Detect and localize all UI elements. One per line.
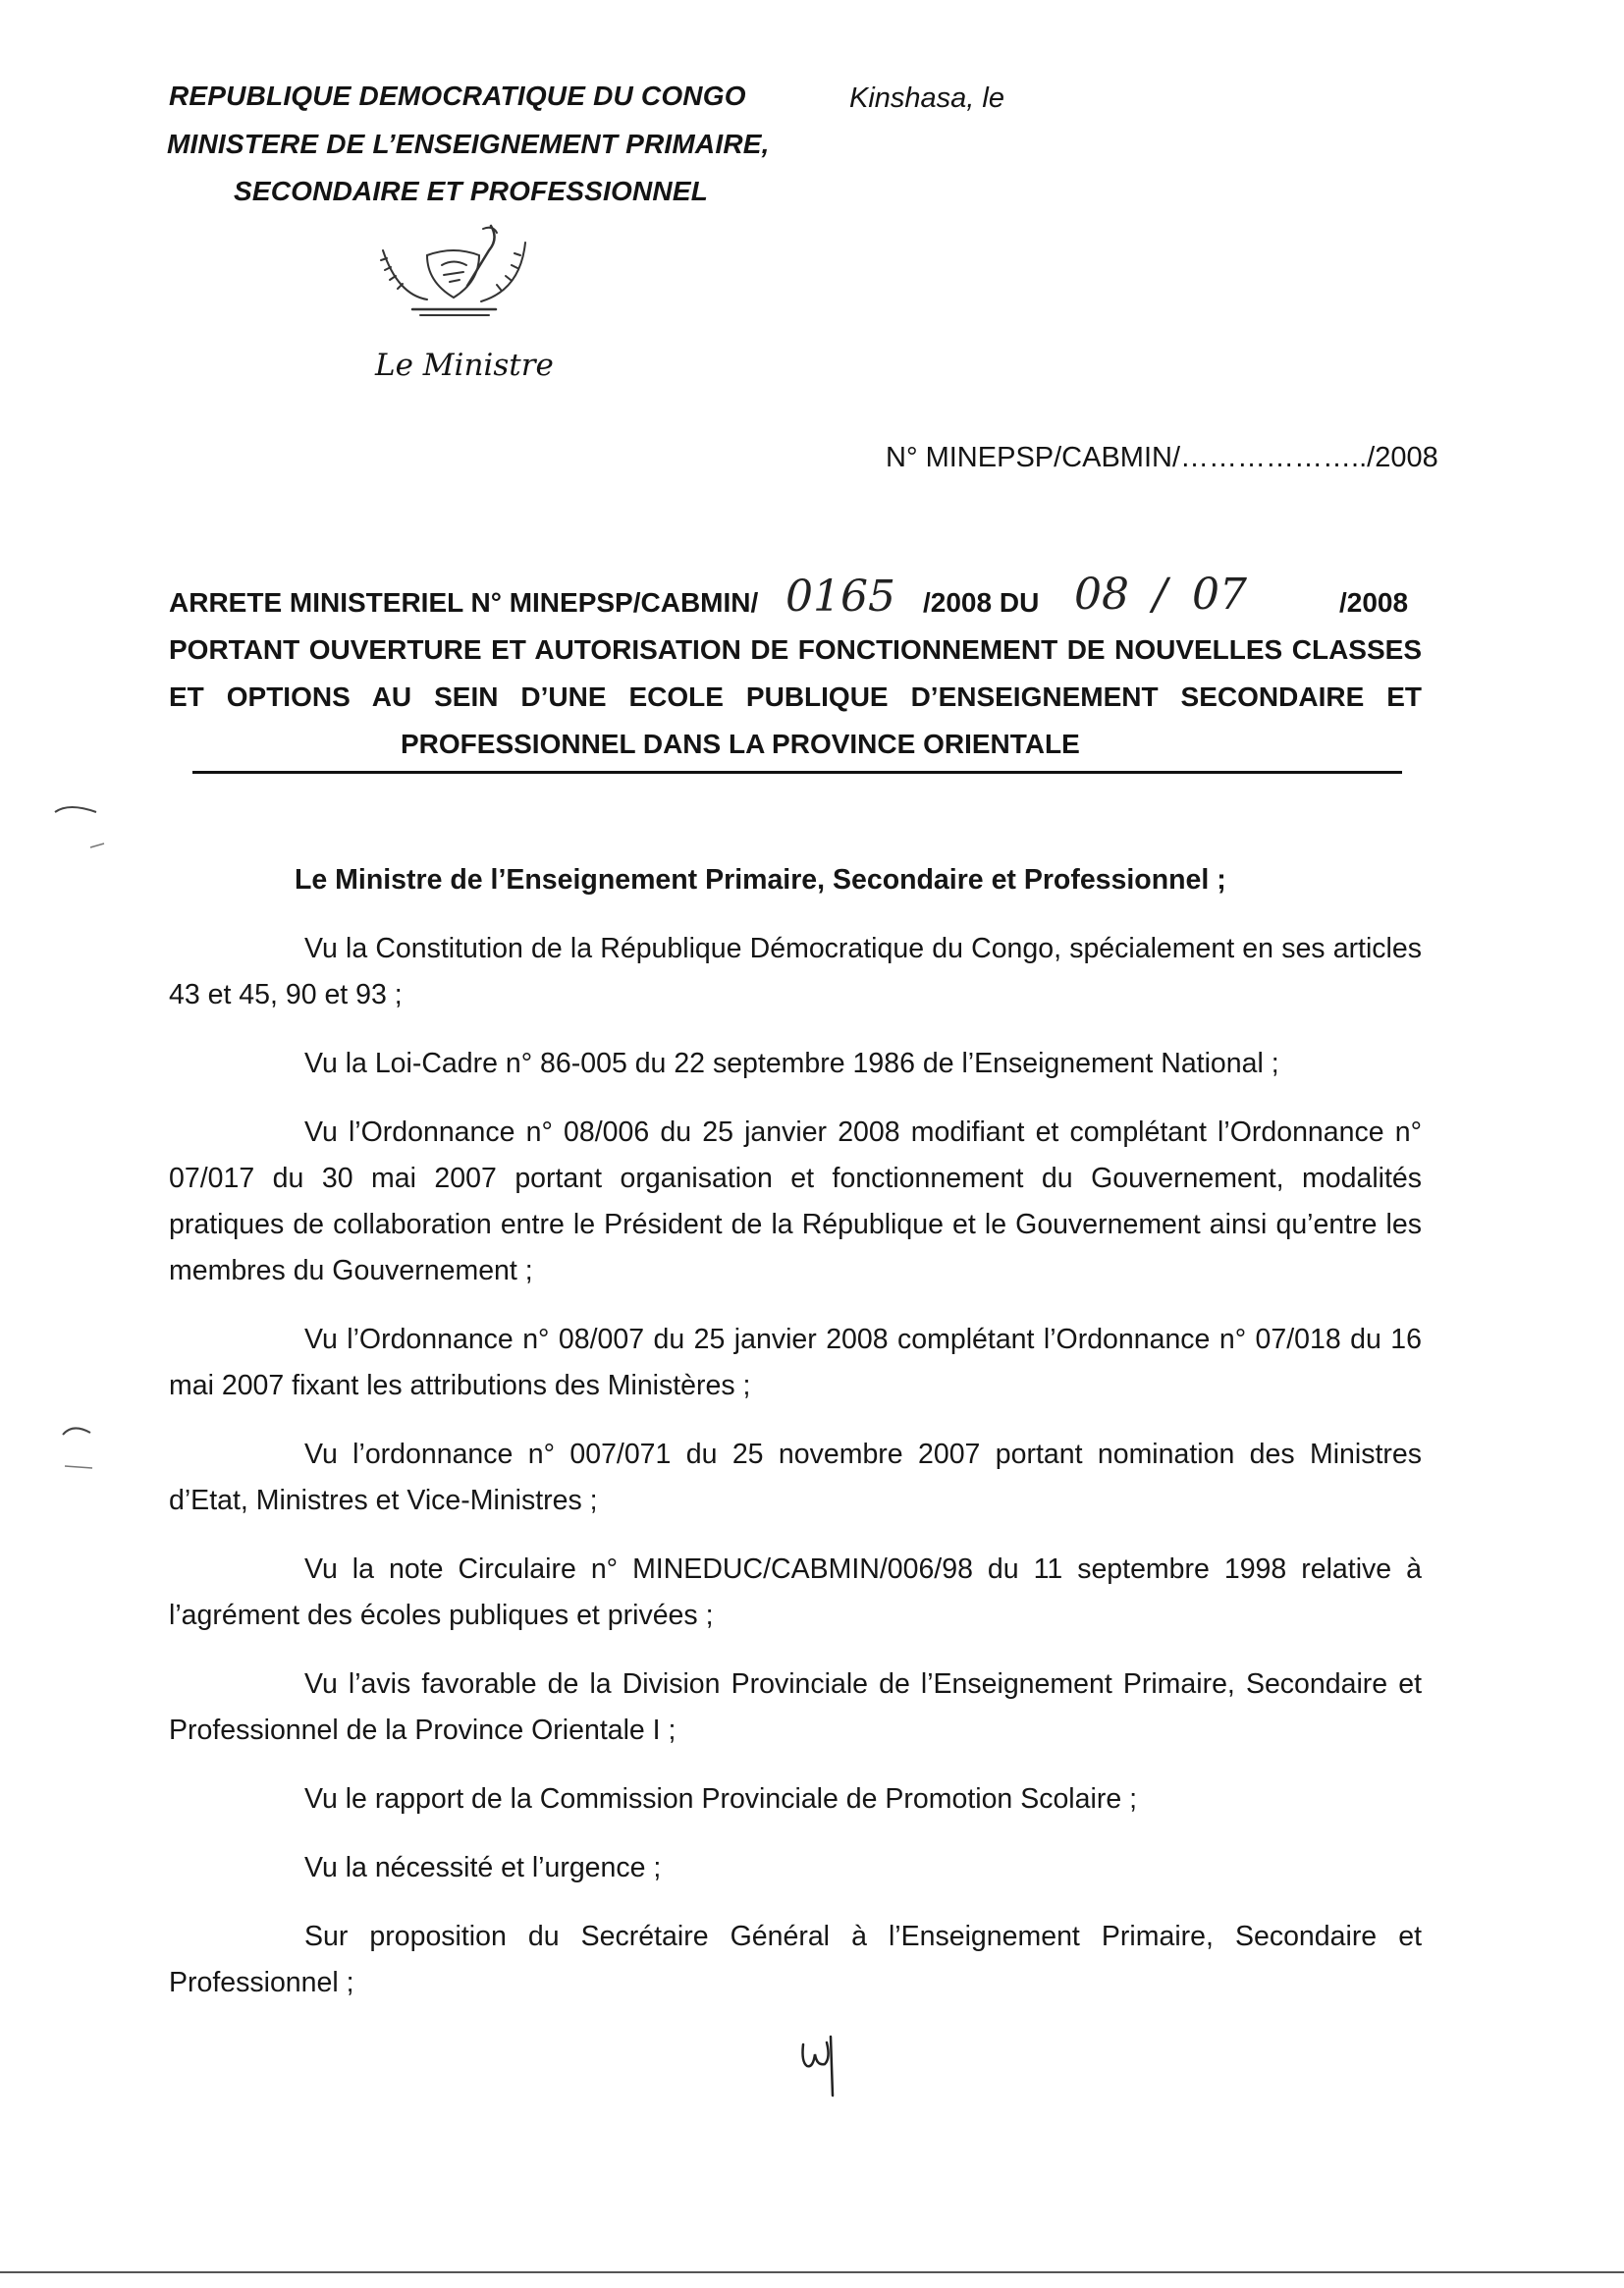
place-date: Kinshasa, le bbox=[849, 82, 1004, 114]
consideration-2: Vu la Loi-Cadre n° 86-005 du 22 septembre 1986 de l’Enseignement National ; bbox=[304, 1048, 1279, 1079]
title-line-4: PROFESSIONNEL DANS LA PROVINCE ORIENTALE bbox=[401, 729, 1080, 759]
consideration-8: Vu le rapport de la Commission Provinciale de Promotion Scolaire ; bbox=[304, 1783, 1138, 1815]
intro-paragraph: Le Ministre de l’Enseignement Primaire, Secondaire et Professionnel ; bbox=[295, 864, 1226, 896]
decree-body bbox=[169, 857, 1422, 2006]
reference-number: N° MINEPSP/CABMIN/………………../2008 bbox=[886, 442, 1438, 473]
decree-title bbox=[169, 570, 1422, 776]
header-republic: REPUBLIQUE DEMOCRATIQUE DU CONGO bbox=[169, 81, 746, 111]
handwritten-month: 07 bbox=[1192, 570, 1247, 620]
handwritten-separator: / bbox=[1153, 570, 1167, 620]
title-line-2: PORTANT OUVERTURE ET AUTORISATION DE FONCTIONNEMENT DE NOUVELLES CLASSES bbox=[169, 634, 1422, 665]
consideration-5: Vu l’ordonnance n° 007/071 du 25 novembre 2007 portant nomination des Ministres d’Etat, Ministres et Vice-Ministres ; bbox=[169, 1439, 1422, 1516]
consideration-7: Vu l’avis favorable de la Division Provinciale de l’Enseignement Primaire, Secondaire et Professionnel de la Province Orientale I ; bbox=[169, 1668, 1422, 1746]
header-ministry-cont: SECONDAIRE ET PROFESSIONNEL bbox=[234, 176, 709, 206]
scan-mark-icon bbox=[59, 1419, 108, 1478]
consideration-10: Sur proposition du Secrétaire Général à l’Enseignement Primaire, Secondaire et Professionnel ; bbox=[169, 1921, 1422, 1998]
handwritten-decree-number: 0165 bbox=[785, 572, 895, 622]
title-year-end: /2008 bbox=[1339, 587, 1409, 618]
scan-bottom-edge bbox=[0, 2271, 1624, 2273]
consideration-6: Vu la note Circulaire n° MINEDUC/CABMIN/006/98 du 11 septembre 1998 relative à l’agrément des écoles publiques et privées ; bbox=[169, 1553, 1422, 1631]
consideration-3: Vu l’Ordonnance n° 08/006 du 25 janvier 2008 modifiant et complétant l’Ordonnance n° 07/017 du 30 mai 2007 portant organisation et fonctionnement du Gouvernement, modalités pratiques de collaboration entre le Président de la République et le Gouvernement ainsi qu’entre les membres du Gouvernement ; bbox=[169, 1117, 1422, 1286]
title-prefix: ARRETE MINISTERIEL N° MINEPSP/CABMIN/ bbox=[169, 587, 759, 618]
consideration-4: Vu l’Ordonnance n° 08/007 du 25 janvier 2008 complétant l’Ordonnance n° 07/018 du 16 mai 2007 fixant les attributions des Ministères ; bbox=[169, 1324, 1422, 1401]
scan-mark-icon bbox=[51, 800, 110, 859]
consideration-9: Vu la nécessité et l’urgence ; bbox=[304, 1852, 662, 1883]
title-line-3: ET OPTIONS AU SEIN D’UNE ECOLE PUBLIQUE D’ENSEIGNEMENT SECONDAIRE ET bbox=[169, 681, 1422, 712]
title-underline bbox=[192, 771, 1402, 774]
title-year: /2008 DU bbox=[923, 587, 1040, 618]
consideration-1: Vu la Constitution de la République Démocratique du Congo, spécialement en ses articles 43 et 45, 90 et 93 ; bbox=[169, 933, 1422, 1010]
minister-signature-title: Le Ministre bbox=[375, 348, 554, 383]
handwritten-day: 08 bbox=[1074, 570, 1129, 620]
header-ministry: MINISTERE DE L’ENSEIGNEMENT PRIMAIRE, bbox=[167, 129, 770, 159]
coat-of-arms-icon bbox=[373, 221, 535, 324]
handwritten-initials-icon bbox=[797, 2033, 844, 2099]
